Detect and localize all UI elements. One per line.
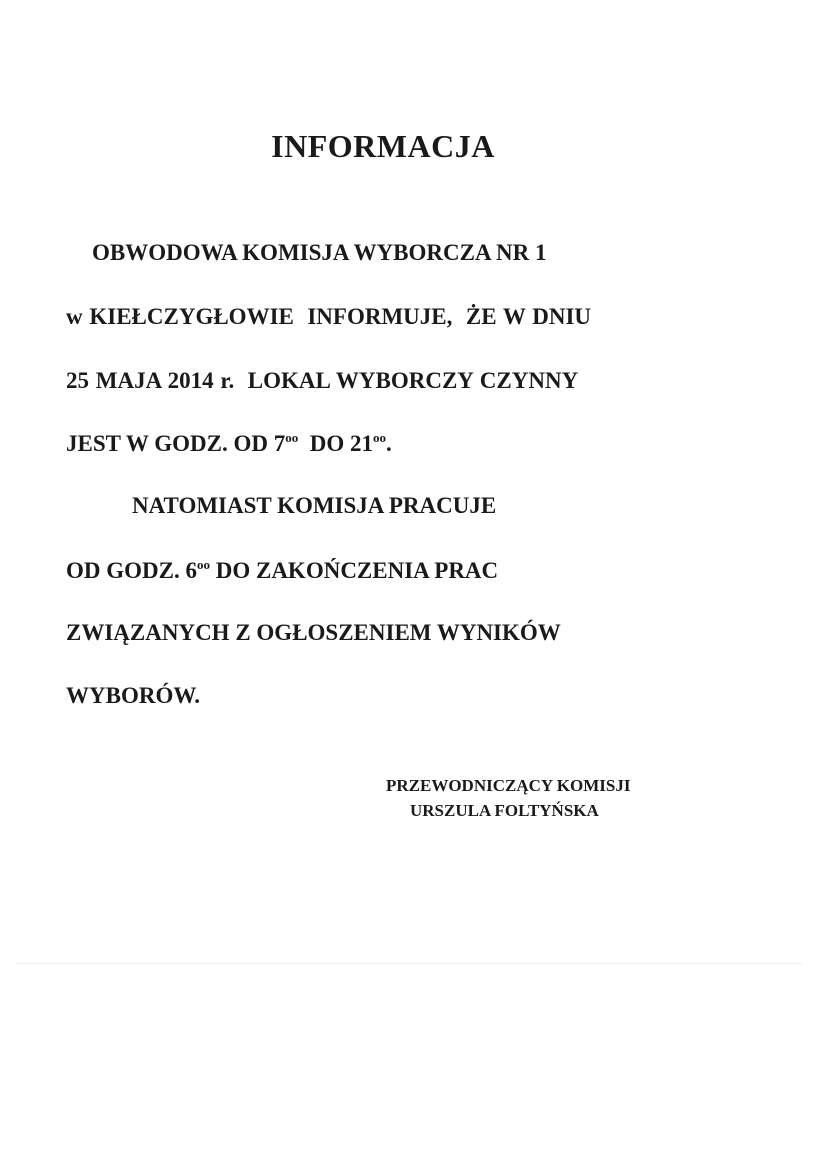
hours-suffix: .	[385, 431, 392, 456]
text-line-6: WYBORÓW.	[66, 683, 200, 708]
text-line-3: 25 MAJA 2014 r. LOKAL WYBORCZY CZYNNY	[66, 368, 579, 393]
signature-role: PRZEWODNICZĄCY KOMISJI	[386, 776, 631, 795]
scan-artifact-line	[16, 963, 802, 964]
hours-sup-2: oo	[372, 430, 386, 445]
text-line-work-hours	[66, 559, 498, 582]
work-prefix: OD GODZ. 6	[66, 558, 197, 583]
text-line-1: OBWODOWA KOMISJA WYBORCZA NR 1	[92, 240, 547, 265]
hours-middle: DO 21	[298, 431, 373, 456]
hours-prefix: JEST W GODZ. OD 7	[66, 431, 286, 456]
document-title: INFORMACJA	[271, 128, 495, 164]
work-suffix: DO ZAKOŃCZENIA PRAC	[209, 558, 499, 583]
text-line-4: NATOMIAST KOMISJA PRACUJE	[132, 493, 497, 518]
text-line-2: w KIEŁCZYGŁOWIE INFORMUJE, ŻE W DNIU	[66, 304, 592, 329]
work-sup: oo	[196, 557, 210, 572]
signature-name: URSZULA FOLTYŃSKA	[410, 801, 599, 820]
text-line-5: ZWIĄZANYCH Z OGŁOSZENIEM WYNIKÓW	[66, 620, 561, 645]
text-line-hours	[66, 432, 392, 455]
hours-sup-1: oo	[285, 430, 299, 445]
